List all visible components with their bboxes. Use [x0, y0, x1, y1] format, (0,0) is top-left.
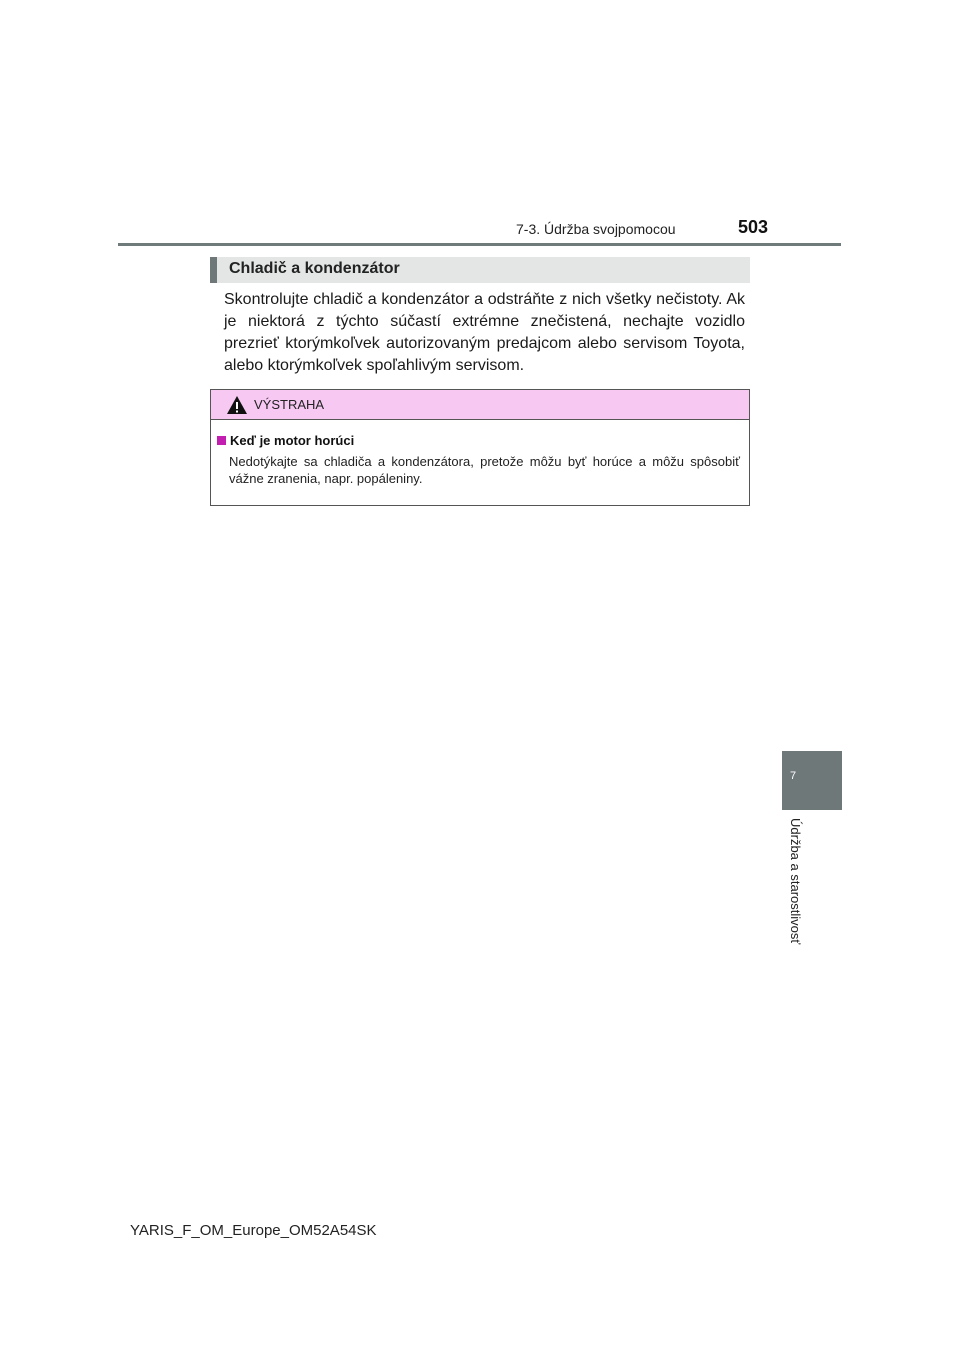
chapter-tab-number: 7 — [790, 770, 797, 782]
warning-item-text: Nedotýkajte sa chladiča a kondenzátora, pretože môžu byť horúce a môžu spôsobiť vážne zranenia, napr. popáleniny. — [229, 454, 740, 486]
header-rule — [118, 243, 841, 246]
section-body-text: Skontrolujte chladič a kondenzátor a odstráňte z nich všetky nečistoty. Ak je niektorá z týchto súčastí extrémne znečistená, nechajte vozidlo prezrieť ktorýmkoľvek autorizovaným predajcom alebo servisom Toyota, alebo ktorýmkoľvek spoľahlivým servisom. — [224, 291, 745, 374]
section-heading-bar — [210, 257, 750, 283]
page-number: 503 — [738, 217, 769, 237]
warning-item-heading — [217, 433, 354, 448]
warning-box — [210, 389, 750, 506]
section-title: Chladič a kondenzátor — [229, 260, 400, 277]
warning-label: VÝSTRAHA — [254, 397, 325, 412]
bullet-square-icon — [217, 436, 226, 445]
header-section-title: 7-3. Údržba svojpomocou — [516, 221, 676, 237]
warning-header — [211, 390, 749, 420]
chapter-tab-label: Údržba a starostlivosť — [788, 818, 803, 945]
warning-item-title: Keď je motor horúci — [230, 433, 355, 448]
footer-document-id: YARIS_F_OM_Europe_OM52A54SK — [130, 1222, 377, 1239]
warning-triangle-icon — [226, 395, 248, 415]
